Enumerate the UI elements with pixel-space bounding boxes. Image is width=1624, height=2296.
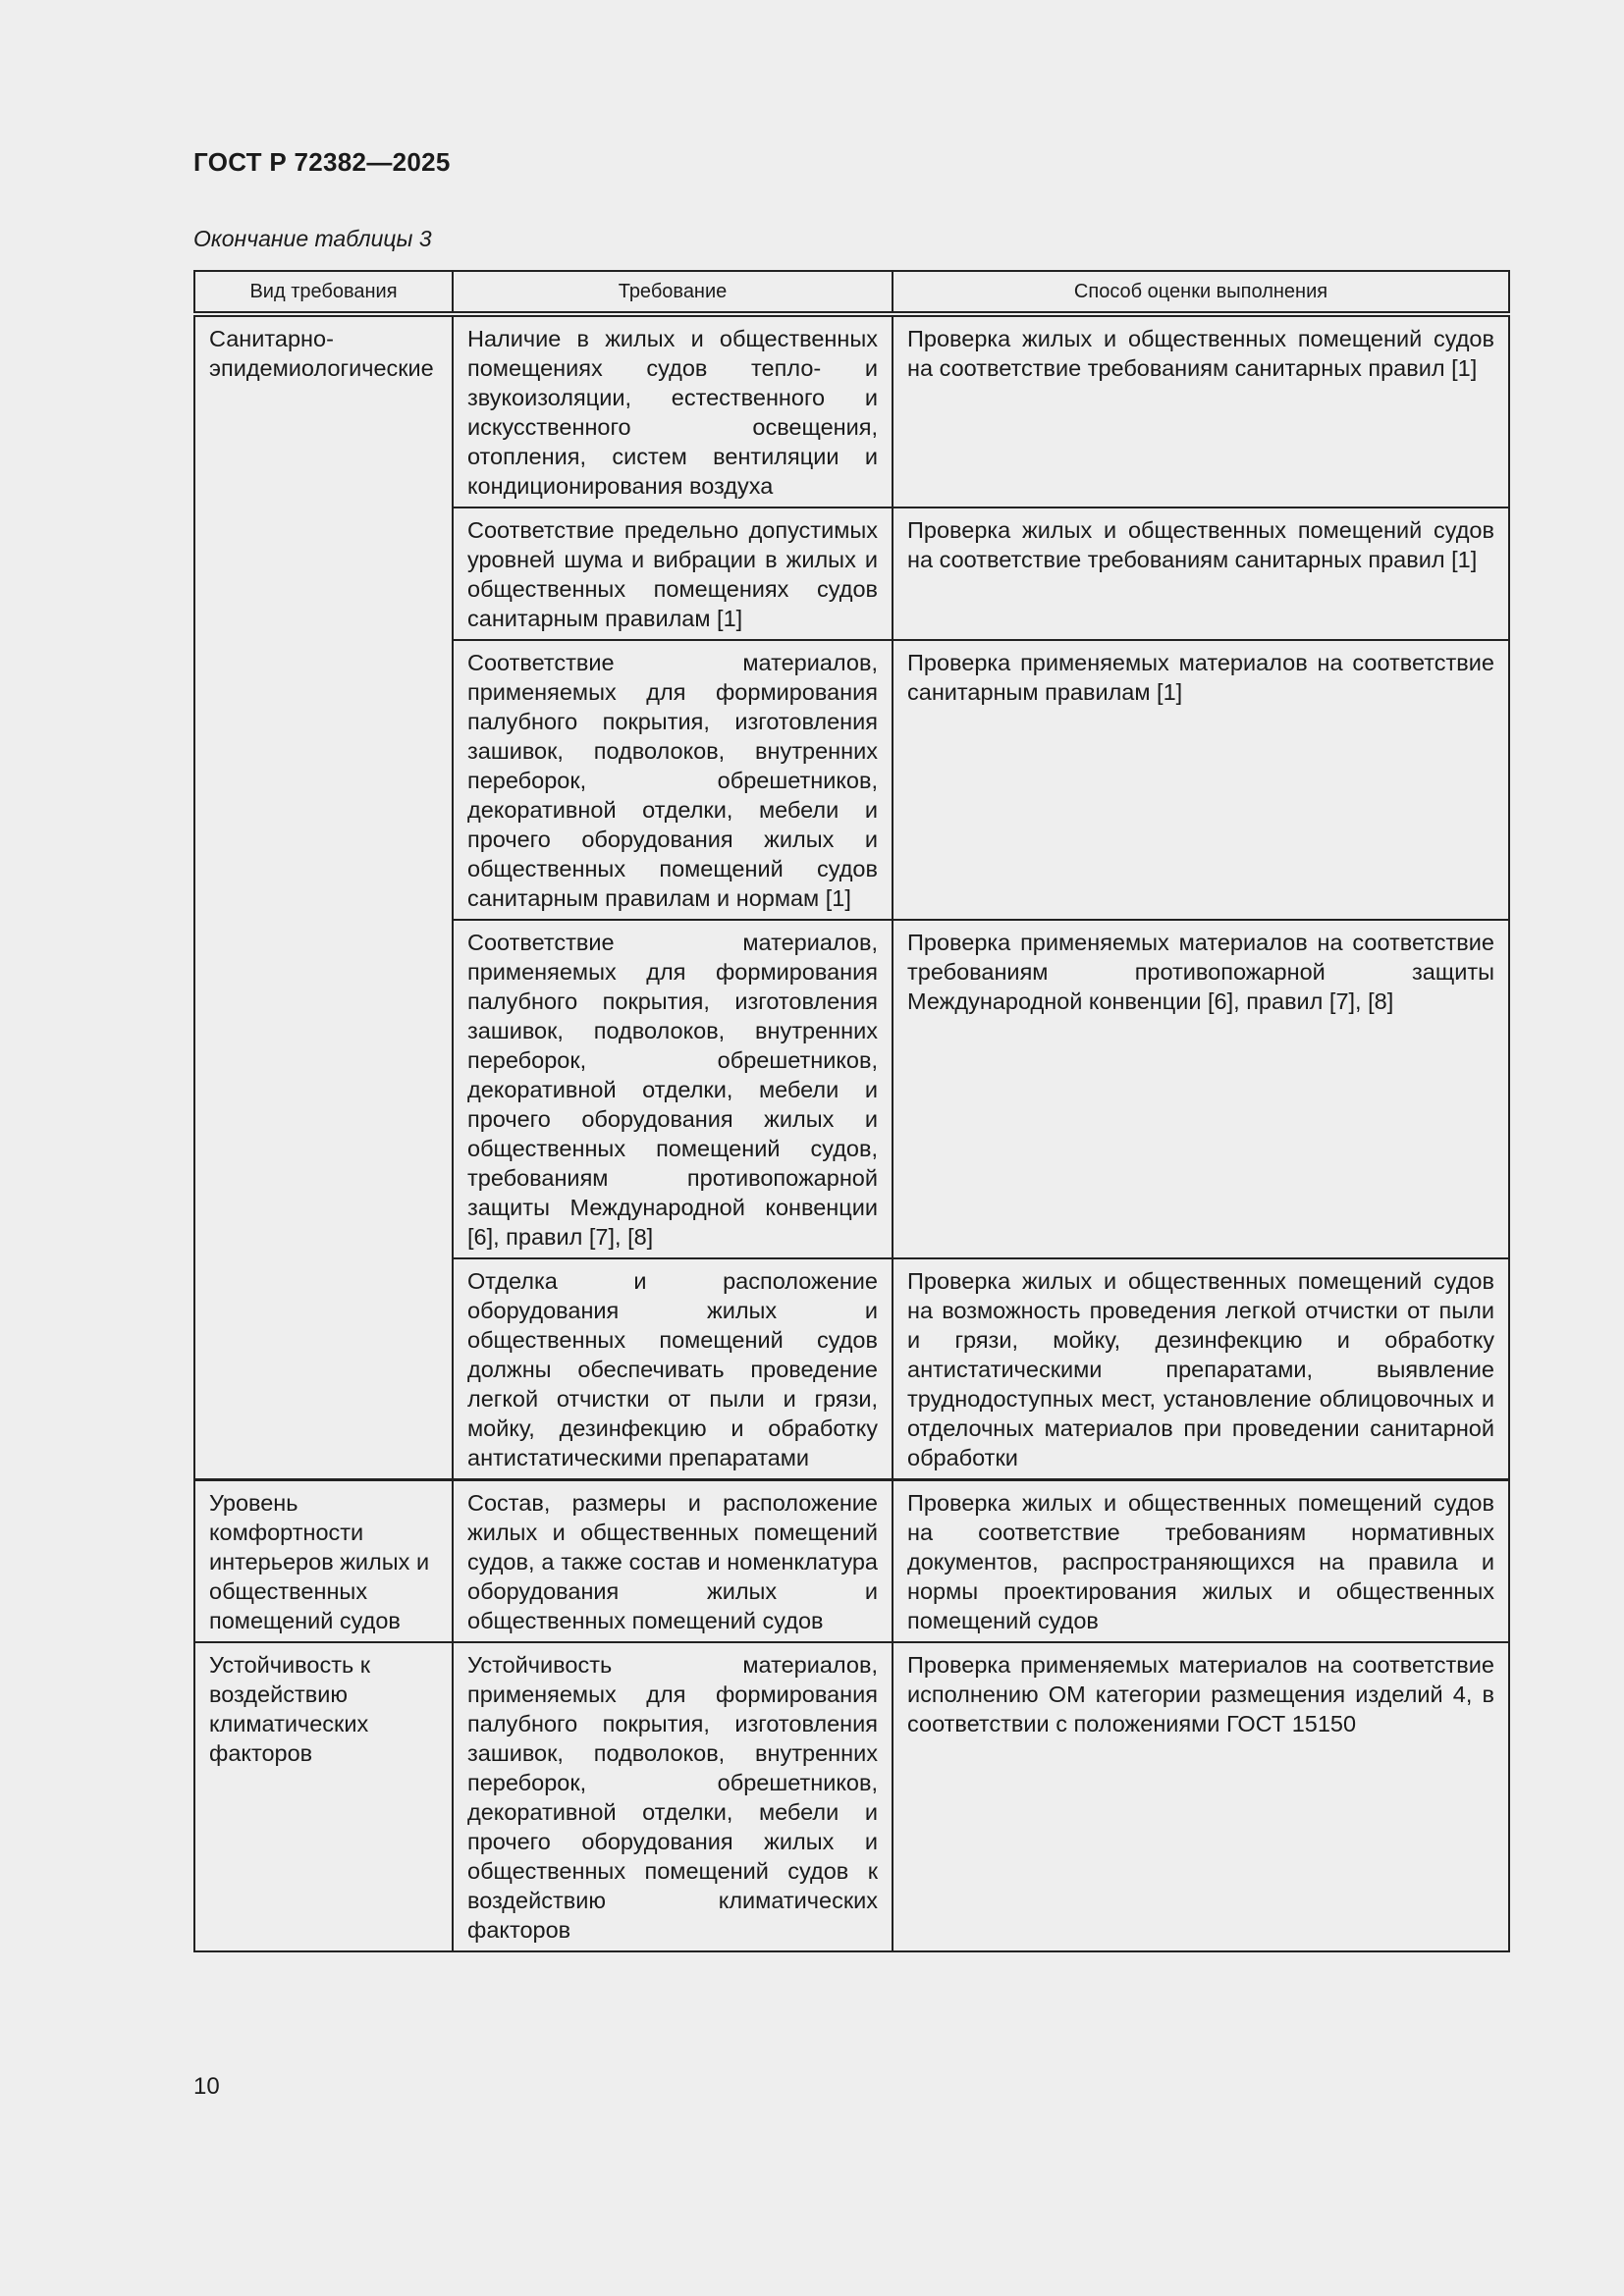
- requirement-cell: Устойчивость материалов, применяемых для формирования палубного покрытия, изготовления зашивок, подволоков, внутренних переборок, обрешетников, декоративной отделки, мебели и прочего оборудования жилых и общественных помещений судов к воздействию климатических факторов: [453, 1642, 893, 1951]
- assessment-cell: Проверка жилых и общественных помещений судов на возможность проведения легкой отчистки от пыли и грязи, мойку, дезинфекцию и обработку антистатическими препаратами, выявление труднодоступных мест, установление облицовочных и отделочных материалов при проведении санитарной обработки: [893, 1258, 1509, 1480]
- requirement-cell: Соответствие материалов, применяемых для формирования палубного покрытия, изготовления зашивок, подволоков, внутренних переборок, обрешетников, декоративной отделки, мебели и прочего оборудования жилых и общественных помещений судов, требованиям противопожарной защиты Международной конвенции [6], правил [7], [8]: [453, 920, 893, 1258]
- requirement-kind-cell: Устойчивость к воздействию климатических факторов: [194, 1642, 453, 1951]
- table-header-row: [194, 271, 1509, 314]
- table-row: [194, 314, 1509, 507]
- assessment-cell: Проверка применяемых материалов на соответствие санитарным правилам [1]: [893, 640, 1509, 920]
- column-header-kind: Вид требования: [194, 271, 453, 314]
- requirement-cell: Отделка и расположение оборудования жилых и общественных помещений судов должны обеспечивать проведение легкой отчистки от пыли и грязи, мойку, дезинфекцию и обработку антистатическими препаратами: [453, 1258, 893, 1480]
- requirement-cell: Наличие в жилых и общественных помещениях судов тепло- и звукоизоляции, естественного и искусственного освещения, отопления, систем вентиляции и кондиционирования воздуха: [453, 314, 893, 507]
- assessment-cell: Проверка жилых и общественных помещений судов на соответствие требованиям санитарных правил [1]: [893, 507, 1509, 640]
- requirements-table: [193, 270, 1510, 1952]
- requirement-cell: Соответствие материалов, применяемых для формирования палубного покрытия, изготовления зашивок, подволоков, внутренних переборок, обрешетников, декоративной отделки, мебели и прочего оборудования жилых и общественных помещений судов санитарным правилам и нормам [1]: [453, 640, 893, 920]
- requirement-cell: Соответствие предельно допустимых уровней шума и вибрации в жилых и общественных помещениях судов санитарным правилам [1]: [453, 507, 893, 640]
- document-header: ГОСТ Р 72382—2025: [193, 147, 451, 177]
- table-caption: Окончание таблицы 3: [193, 226, 432, 251]
- requirement-cell: Состав, размеры и расположение жилых и общественных помещений судов, а также состав и номенклатура оборудования жилых и общественных помещений судов: [453, 1480, 893, 1643]
- column-header-requirement: Требование: [453, 271, 893, 314]
- assessment-cell: Проверка применяемых материалов на соответствие исполнению ОМ категории размещения изделий 4, в соответствии с положениями ГОСТ 15150: [893, 1642, 1509, 1951]
- requirement-kind: Санитарно-эпидемиологические: [209, 326, 434, 381]
- column-header-assessment: Способ оценки выполнения: [893, 271, 1509, 314]
- requirement-kind-cell: [194, 314, 453, 1480]
- assessment-cell: Проверка применяемых материалов на соответствие требованиям противопожарной защиты Международной конвенции [6], правил [7], [8]: [893, 920, 1509, 1258]
- page-number: 10: [193, 2073, 220, 2100]
- table-row: [194, 1480, 1509, 1643]
- requirement-kind-cell: Уровень комфортности интерьеров жилых и общественных помещений судов: [194, 1480, 453, 1643]
- assessment-cell: Проверка жилых и общественных помещений судов на соответствие требованиям санитарных правил [1]: [893, 314, 1509, 507]
- assessment-cell: Проверка жилых и общественных помещений судов на соответствие требованиям нормативных документов, распространяющихся на правила и нормы проектирования жилых и общественных помещений судов: [893, 1480, 1509, 1643]
- table-row: [194, 1642, 1509, 1951]
